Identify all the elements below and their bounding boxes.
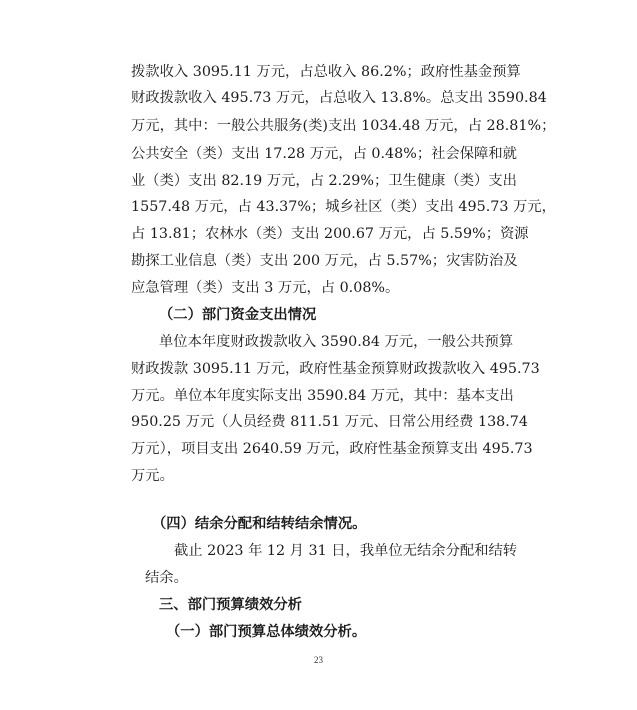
paragraph-line: 截止 2023 年 12 月 31 日，我单位无结余分配和结转	[174, 543, 518, 559]
paragraph-line: 万元。单位本年度实际支出 3590.84 万元，其中：基本支出	[131, 388, 514, 404]
paragraph-line: 应急管理（类）支出 3 万元，占 0.08%。	[131, 280, 400, 296]
paragraph-line: 业（类）支出 82.19 万元，占 2.29%；卫生健康（类）支出	[131, 173, 517, 189]
paragraph-line: 单位本年度财政拨款收入 3590.84 万元，一般公共预算	[159, 334, 514, 350]
section-heading: （四）结余分配和结转结余情况。	[152, 516, 367, 532]
section-heading: （二）部门资金支出情况	[159, 307, 317, 323]
paragraph-line: 公共安全（类）支出 17.28 万元，占 0.48%；社会保障和就	[131, 146, 517, 162]
paragraph-line: 占 13.81；农林水（类）支出 200.67 万元，占 5.59%；资源	[131, 226, 529, 242]
paragraph-line: 万元，其中：一般公共服务(类)支出 1034.48 万元，占 28.81%；	[131, 118, 556, 134]
paragraph-line: 财政拨款收入 495.73 万元，占总收入 13.8%。总支出 3590.84	[131, 90, 547, 106]
paragraph-line: 1557.48 万元，占 43.37%；城乡社区（类）支出 495.73 万元，	[131, 199, 556, 215]
paragraph-line: 勘探工业信息（类）支出 200 万元，占 5.57%；灾害防治及	[131, 253, 518, 269]
subsection-heading: （一）部门预算总体绩效分析。	[166, 624, 367, 640]
paragraph-line: 结余。	[145, 570, 188, 586]
page-number: 23	[314, 655, 323, 665]
paragraph-line: 950.25 万元（人员经费 811.51 万元、日常公用经费 138.74	[131, 414, 529, 430]
paragraph-line: 拨款收入 3095.11 万元，占总收入 86.2%；政府性基金预算	[131, 64, 521, 80]
section-heading: 三、部门预算绩效分析	[159, 597, 302, 613]
paragraph-line: 万元。	[131, 468, 174, 484]
paragraph-line: 万元），项目支出 2640.59 万元，政府性基金预算支出 495.73	[131, 441, 533, 457]
paragraph-line: 财政拨款 3095.11 万元，政府性基金预算财政拨款收入 495.73	[131, 361, 540, 377]
